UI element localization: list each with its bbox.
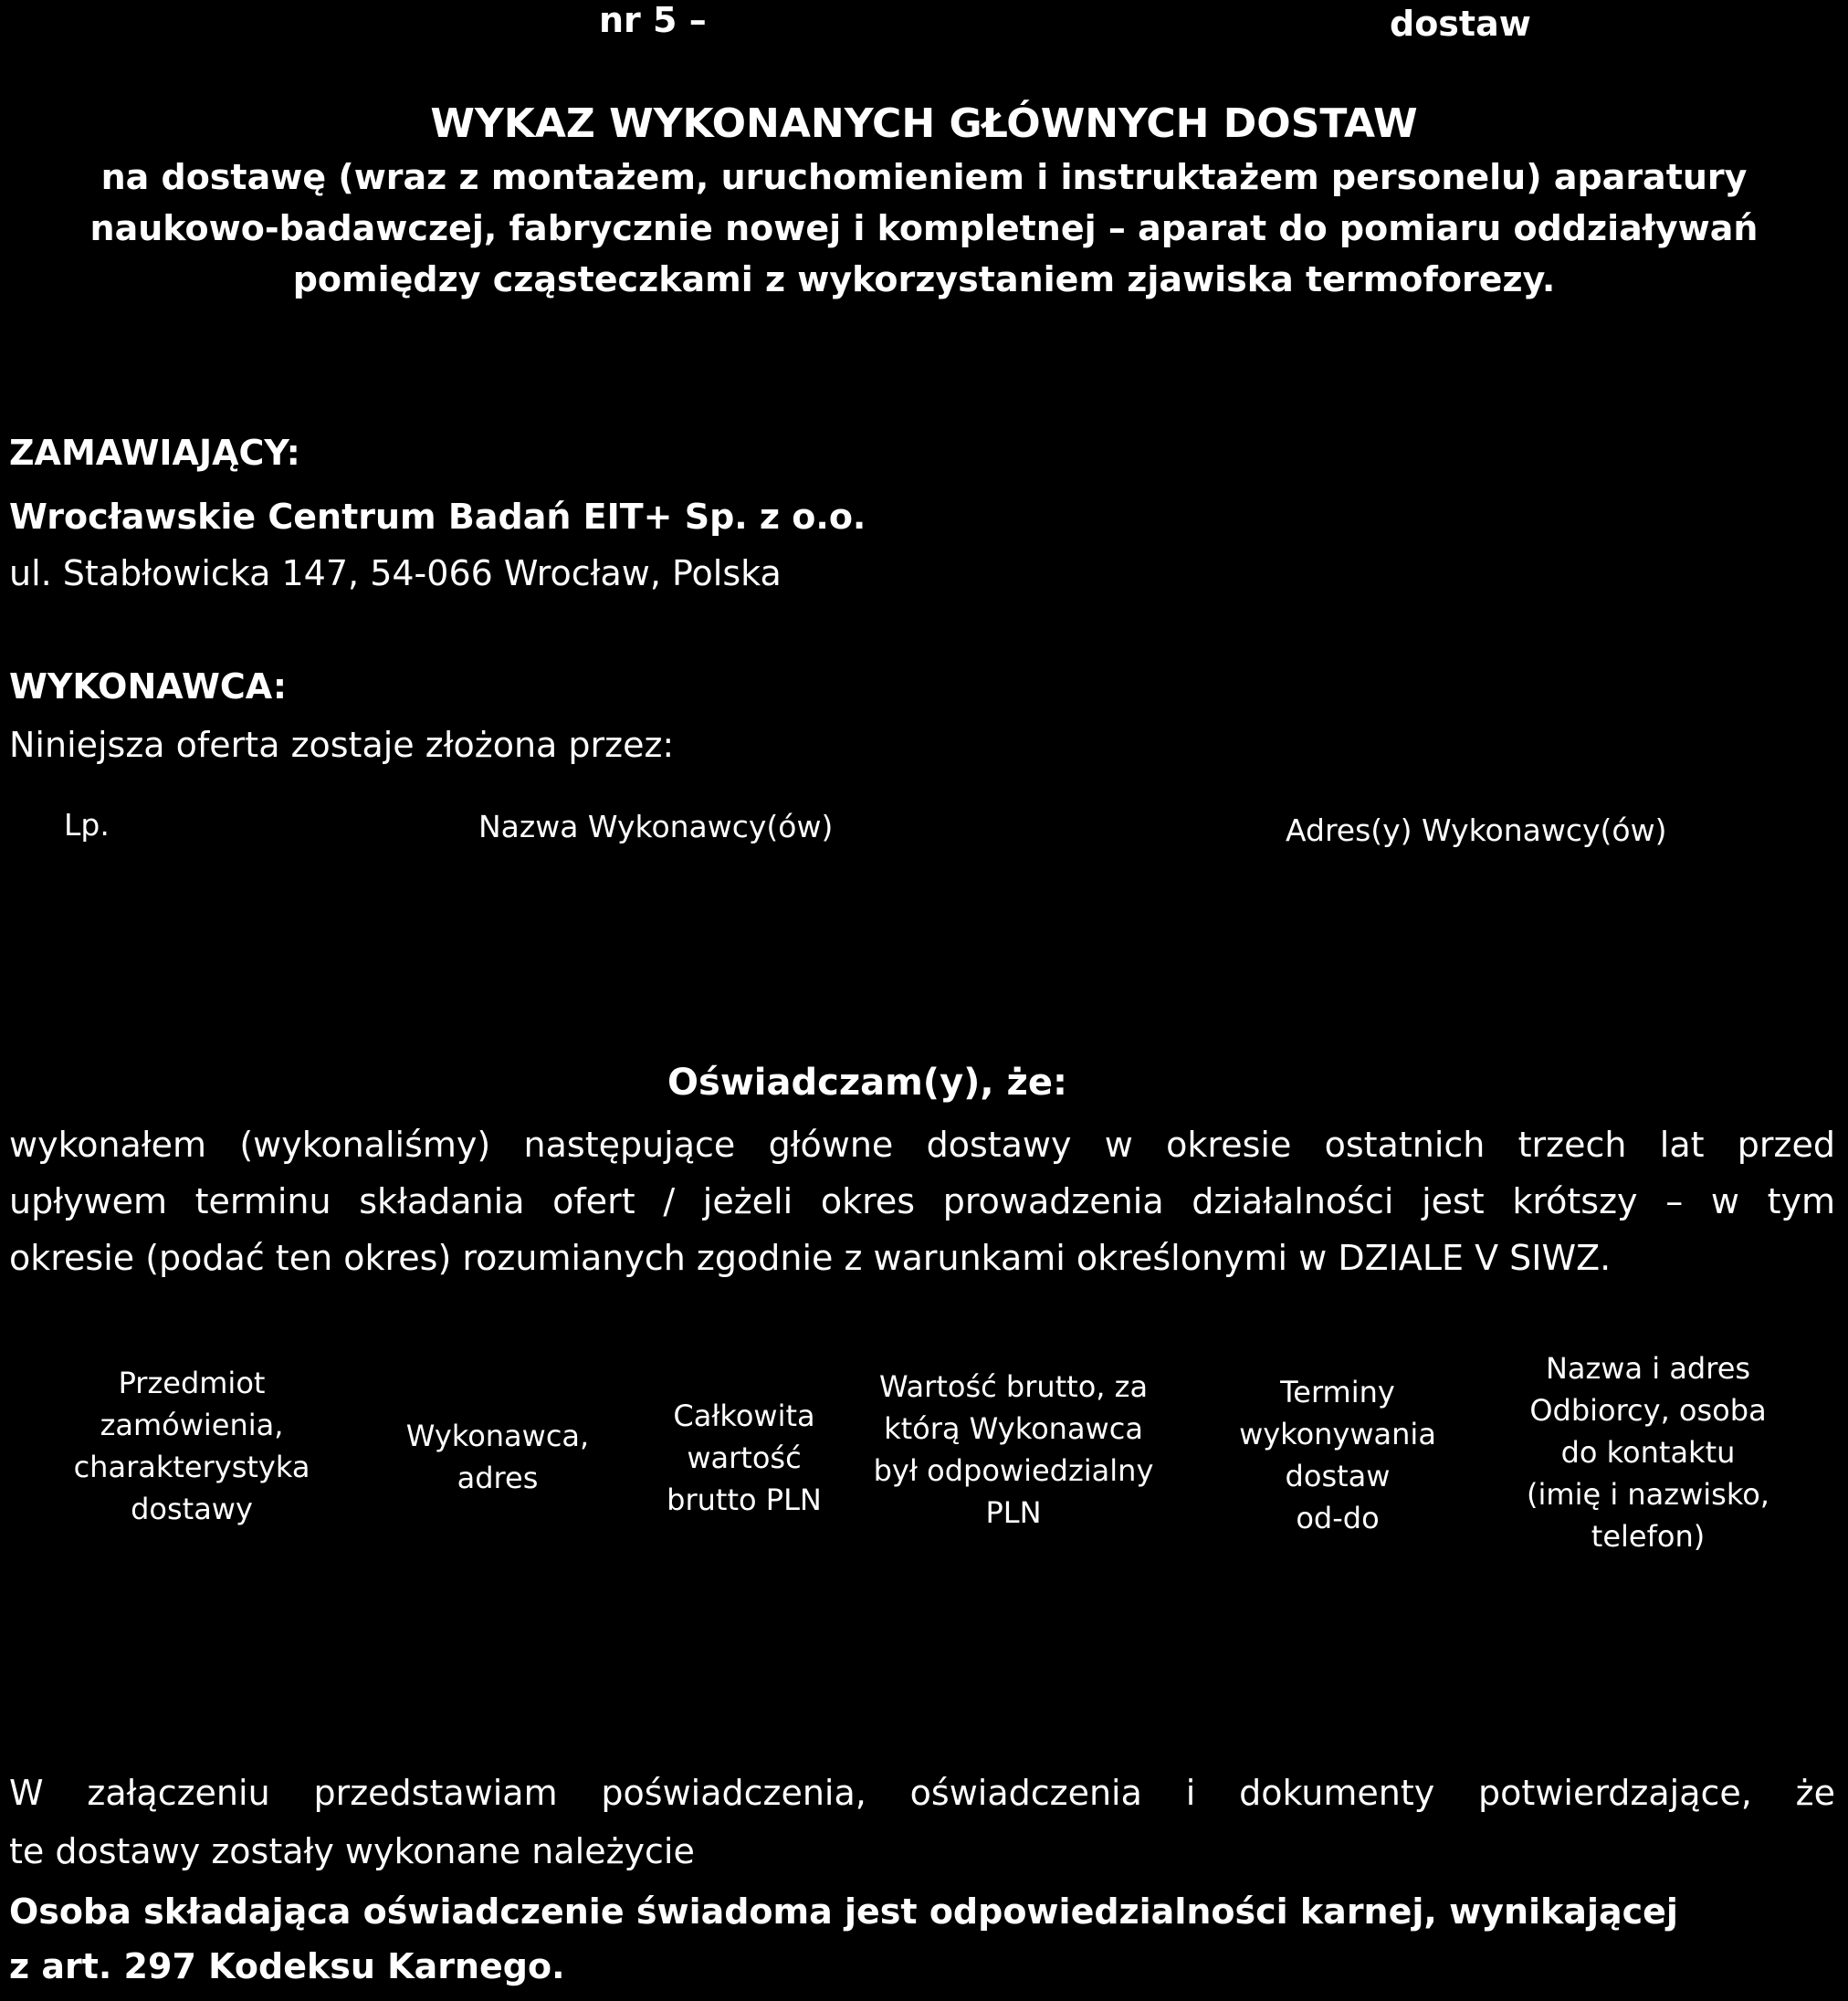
zamawiajacy-name: Wrocławskie Centrum Badań EIT+ Sp. z o.o. <box>9 497 866 537</box>
form-name-fragment: dostaw <box>1390 4 1531 44</box>
wykonawca-intro: Niniejsza oferta zostaje złożona przez: <box>9 725 675 765</box>
form-number: nr 5 – <box>599 0 707 40</box>
attachments-line-1: W załączeniu przedstawiam poświadczenia, oświadczenia i dokumenty potwierdzające, że <box>9 1773 1835 1813</box>
subtitle-line-1: na dostawę (wraz z montażem, uruchomieniem i instruktażem personelu) aparatury <box>100 157 1748 197</box>
liability-line-2: z art. 297 Kodeksu Karnego. <box>9 1946 565 1986</box>
declaration-line-1: wykonałem (wykonaliśmy) następujące główne dostawy w okresie ostatnich trzech lat przed <box>9 1125 1835 1165</box>
column-header-contractor-name: Nazwa Wykonawcy(ów) <box>478 809 834 844</box>
table-header-contractor: Wykonawca, adres <box>405 1419 590 1495</box>
declaration-line-2: upływem terminu składania ofert / jeżeli okres prowadzenia działalności jest krótszy – w tym <box>9 1181 1835 1221</box>
declaration-heading: Oświadczam(y), że: <box>667 1062 1067 1104</box>
column-header-contractor-address: Adres(y) Wykonawcy(ów) <box>1286 812 1667 848</box>
subtitle-line-3: pomiędzy cząsteczkami z wykorzystaniem zjawiska termoforezy. <box>292 259 1556 299</box>
document-title: WYKAZ WYKONANYCH GŁÓWNYCH DOSTAW <box>430 100 1418 147</box>
liability-line-1: Osoba składająca oświadczenie świadoma jest odpowiedzialności karnej, wynikającej <box>9 1891 1678 1932</box>
document-subtitle <box>0 152 1848 305</box>
table-header-delivery-dates: Terminy wykonywania dostaw od-do <box>1239 1375 1436 1535</box>
table-header-subject: Przedmiot zamówienia, charakterystyka dostawy <box>73 1366 310 1526</box>
column-header-lp: Lp. <box>64 807 110 843</box>
declaration-line-3: okresie (podać ten okres) rozumianych zgodnie z warunkami określonymi w DZIALE V SIWZ. <box>9 1238 1612 1278</box>
zamawiajacy-label: ZAMAWIAJĄCY: <box>9 433 300 473</box>
zamawiajacy-address: ul. Stabłowicka 147, 54-066 Wrocław, Polska <box>9 553 782 593</box>
table-header-recipient: Nazwa i adres Odbiorcy, osoba do kontaktu (imię i nazwisko, telefon) <box>1527 1351 1769 1554</box>
table-header-contractor-value: Wartość brutto, za którą Wykonawca był odpowiedzialny PLN <box>873 1369 1154 1530</box>
subtitle-line-2: naukowo-badawczej, fabrycznie nowej i kompletnej – aparat do pomiaru oddziaływań <box>89 208 1759 248</box>
attachments-line-2: te dostawy zostały wykonane należycie <box>9 1831 695 1871</box>
wykonawca-label: WYKONAWCA: <box>9 666 288 707</box>
table-header-total-value: Całkowita wartość brutto PLN <box>667 1399 822 1517</box>
